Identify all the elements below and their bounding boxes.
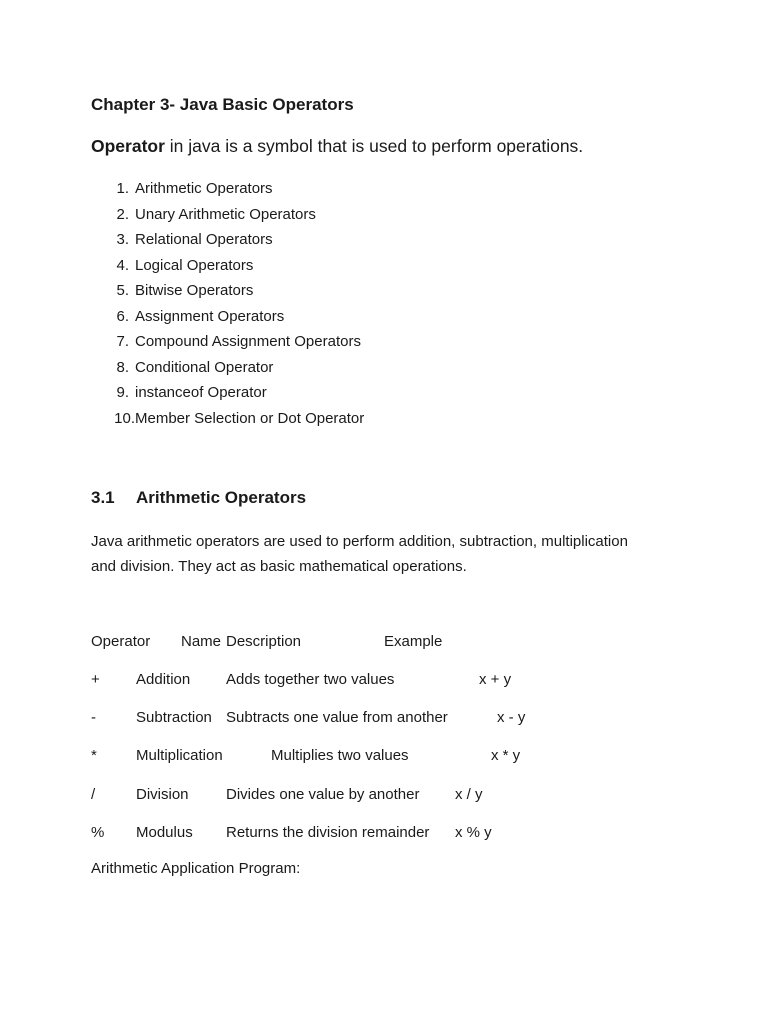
cell-example: x / y bbox=[455, 786, 483, 803]
cell-example: x * y bbox=[491, 747, 521, 764]
cell-example: x - y bbox=[497, 709, 526, 726]
cell-description: Returns the division remainder bbox=[226, 824, 430, 841]
cell-description: Adds together two values bbox=[226, 671, 395, 688]
list-item-number: 6. bbox=[116, 307, 129, 325]
list-item-number: 5. bbox=[116, 282, 129, 299]
header-description: Description bbox=[226, 633, 302, 650]
cell-operator: / bbox=[91, 786, 96, 803]
table-row bbox=[0, 745, 768, 767]
header-name: Name bbox=[181, 633, 222, 650]
section-number: 3.1 bbox=[91, 488, 115, 507]
cell-name: Modulus bbox=[136, 824, 193, 841]
list-item-number: 3. bbox=[116, 231, 129, 248]
list-item-label: Bitwise Operators bbox=[135, 282, 254, 299]
list-item-label: Conditional Operator bbox=[135, 358, 274, 376]
program-label: Arithmetic Application Program: bbox=[91, 860, 301, 877]
list-item bbox=[91, 280, 364, 306]
list-item-number: 9. bbox=[116, 384, 129, 401]
list-item bbox=[91, 178, 364, 204]
table-row bbox=[0, 707, 768, 729]
list-item-number: 8. bbox=[116, 358, 129, 376]
list-item-label: instanceof Operator bbox=[135, 384, 267, 401]
header-example: Example bbox=[384, 633, 443, 650]
cell-example: x % y bbox=[455, 824, 492, 841]
list-item-number: 1. bbox=[116, 180, 129, 197]
section-heading bbox=[91, 488, 306, 508]
cell-name: Multiplication bbox=[136, 747, 223, 764]
cell-description: Multiplies two values bbox=[271, 747, 409, 764]
list-item-number: 7. bbox=[116, 333, 129, 350]
intro-text: in java is a symbol that is used to perform operations. bbox=[164, 136, 584, 156]
list-item bbox=[91, 382, 364, 408]
cell-operator: + bbox=[91, 671, 100, 688]
list-item bbox=[91, 306, 364, 332]
table-row bbox=[0, 822, 768, 844]
list-item-number: 2. bbox=[116, 205, 129, 223]
cell-name: Division bbox=[136, 786, 189, 803]
list-item-label: Unary Arithmetic Operators bbox=[135, 205, 316, 223]
intro-bold-term: Operator bbox=[91, 136, 165, 156]
header-operator: Operator bbox=[91, 633, 151, 650]
chapter-title: Chapter 3- Java Basic Operators bbox=[91, 95, 354, 114]
list-item bbox=[91, 408, 364, 434]
list-item-label: Relational Operators bbox=[135, 231, 273, 248]
list-item bbox=[91, 255, 364, 281]
table-header-row bbox=[0, 631, 768, 653]
operator-list bbox=[91, 178, 364, 433]
list-item-number: 10. bbox=[114, 409, 135, 427]
list-item-label: Compound Assignment Operators bbox=[135, 333, 361, 350]
cell-description: Subtracts one value from another bbox=[226, 709, 448, 726]
cell-operator: * bbox=[91, 747, 97, 764]
section-title: Arithmetic Operators bbox=[136, 488, 307, 507]
cell-operator: % bbox=[91, 824, 105, 841]
table-row bbox=[0, 669, 768, 691]
intro-sentence bbox=[91, 136, 583, 157]
section-paragraph: Java arithmetic operators are used to perform addition, subtraction, multiplication and division. They act as basic mathematical operations. bbox=[91, 533, 628, 575]
list-item bbox=[91, 331, 364, 357]
cell-example: x + y bbox=[479, 671, 512, 688]
cell-name: Addition bbox=[136, 671, 191, 688]
list-item bbox=[91, 204, 364, 230]
list-item-number: 4. bbox=[116, 256, 129, 274]
cell-operator: - bbox=[91, 709, 96, 726]
list-item bbox=[91, 229, 364, 255]
cell-description: Divides one value by another bbox=[226, 786, 420, 803]
table-row bbox=[0, 784, 768, 806]
list-item-label: Assignment Operators bbox=[135, 307, 285, 325]
list-item-label: Arithmetic Operators bbox=[135, 180, 273, 197]
list-item bbox=[91, 357, 364, 383]
list-item-label: Logical Operators bbox=[135, 256, 254, 274]
cell-name: Subtraction bbox=[136, 709, 212, 726]
list-item-label: Member Selection or Dot Operator bbox=[135, 409, 365, 427]
